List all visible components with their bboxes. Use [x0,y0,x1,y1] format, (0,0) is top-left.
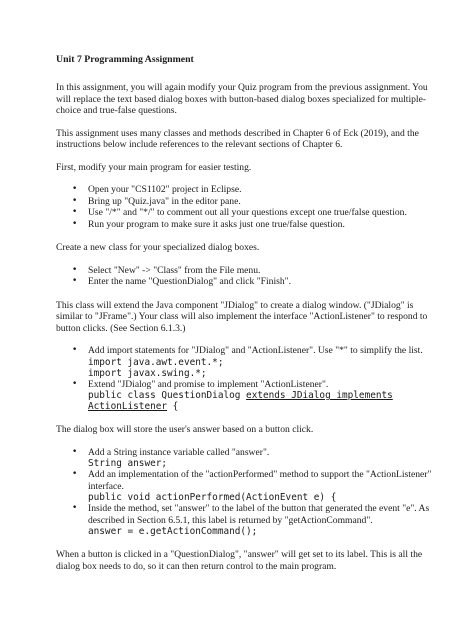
store-list [56,447,432,538]
store-paragraph: The dialog box will store the user's answer based on a button click. [56,424,314,435]
list-item: • Bring up "Quiz.java" in the editor pane. [56,196,432,208]
create-paragraph: Create a new class for your specialized dialog boxes. [56,242,260,253]
list-item: • Enter the name "QuestionDialog" and click "Finish". [56,276,432,288]
list-item: • Select "New" -> "Class" from the File menu. [56,265,432,277]
answer-instruction: Add a String instance variable called "answer". [88,446,270,458]
document-body [56,54,432,583]
import-instruction: Add import statements for "JDialog" and "ActionListener". Use "*" to simplify the list. [88,345,423,356]
extend-paragraph: This class will extend the Java component "JDialog" to create a dialog window. ("JDialog" is similar to "JFrame".) Your class will also implement the interface "ActionListener" to respond to button clicks. (See Section 6.1.3.) [56,299,428,334]
list-item [56,447,432,470]
list-item: • Open your "CS1102" project in Eclipse. [56,184,432,196]
closing-paragraph: When a button is clicked in a "QuestionDialog", "answer" will get set to its label. This is all the dialog box needs to do, so it can then return control to the main program. [56,549,423,572]
action-code-line: public void actionPerformed(ActionEvent e) { [88,492,337,503]
action-instruction: Add an implementation of the "actionPerformed" method to support the "ActionListener" interface. [88,469,432,492]
list-item [56,345,432,379]
extend-instruction: Extend "JDialog" and promise to implement "ActionListener". [88,378,329,390]
extend-list [56,345,432,412]
first-paragraph: First, modify your main program for easier testing. [56,161,252,173]
answer-code-line: String answer; [88,458,168,469]
intro-paragraph: In this assignment, you will again modify your Quiz program from the previous assignment. You will replace the text based dialog boxes with button-based dialog boxes specialized for multiple-choice and true-false questions. [56,82,428,116]
first-list [56,184,432,230]
document-title: Unit 7 Programming Assignment [56,54,194,65]
list-item [56,469,432,503]
list-item [56,379,432,413]
inside-instruction: Inside the method, set "answer" to the label of the button that generated the event "e". As described in Section 6.5.1, this label is returned by "getActionCommand". [88,503,430,526]
class-declaration-code [88,390,432,412]
class-code-brace: { [167,401,179,412]
class-code-interface: ActionListener [88,401,168,412]
create-list [56,265,432,288]
class-code-extends: extends JDialog implements [246,390,393,401]
list-item [56,503,432,537]
import-code-line: import javax.swing.*; [88,367,207,379]
import-code-line: import java.awt.event.*; [88,356,224,368]
list-item: • Run your program to make sure it asks just one true/false question. [56,219,432,231]
class-code-part: public class QuestionDialog [88,390,247,401]
uses-paragraph: This assignment uses many classes and methods described in Chapter 6 of Eck (2019), and the instructions below include references to the relevant sections of Chapter 6. [56,127,419,150]
list-item: • Use "/*" and "*/" to comment out all your questions except one true/false question. [56,207,432,219]
inside-code-line: answer = e.getActionCommand(); [88,526,258,537]
